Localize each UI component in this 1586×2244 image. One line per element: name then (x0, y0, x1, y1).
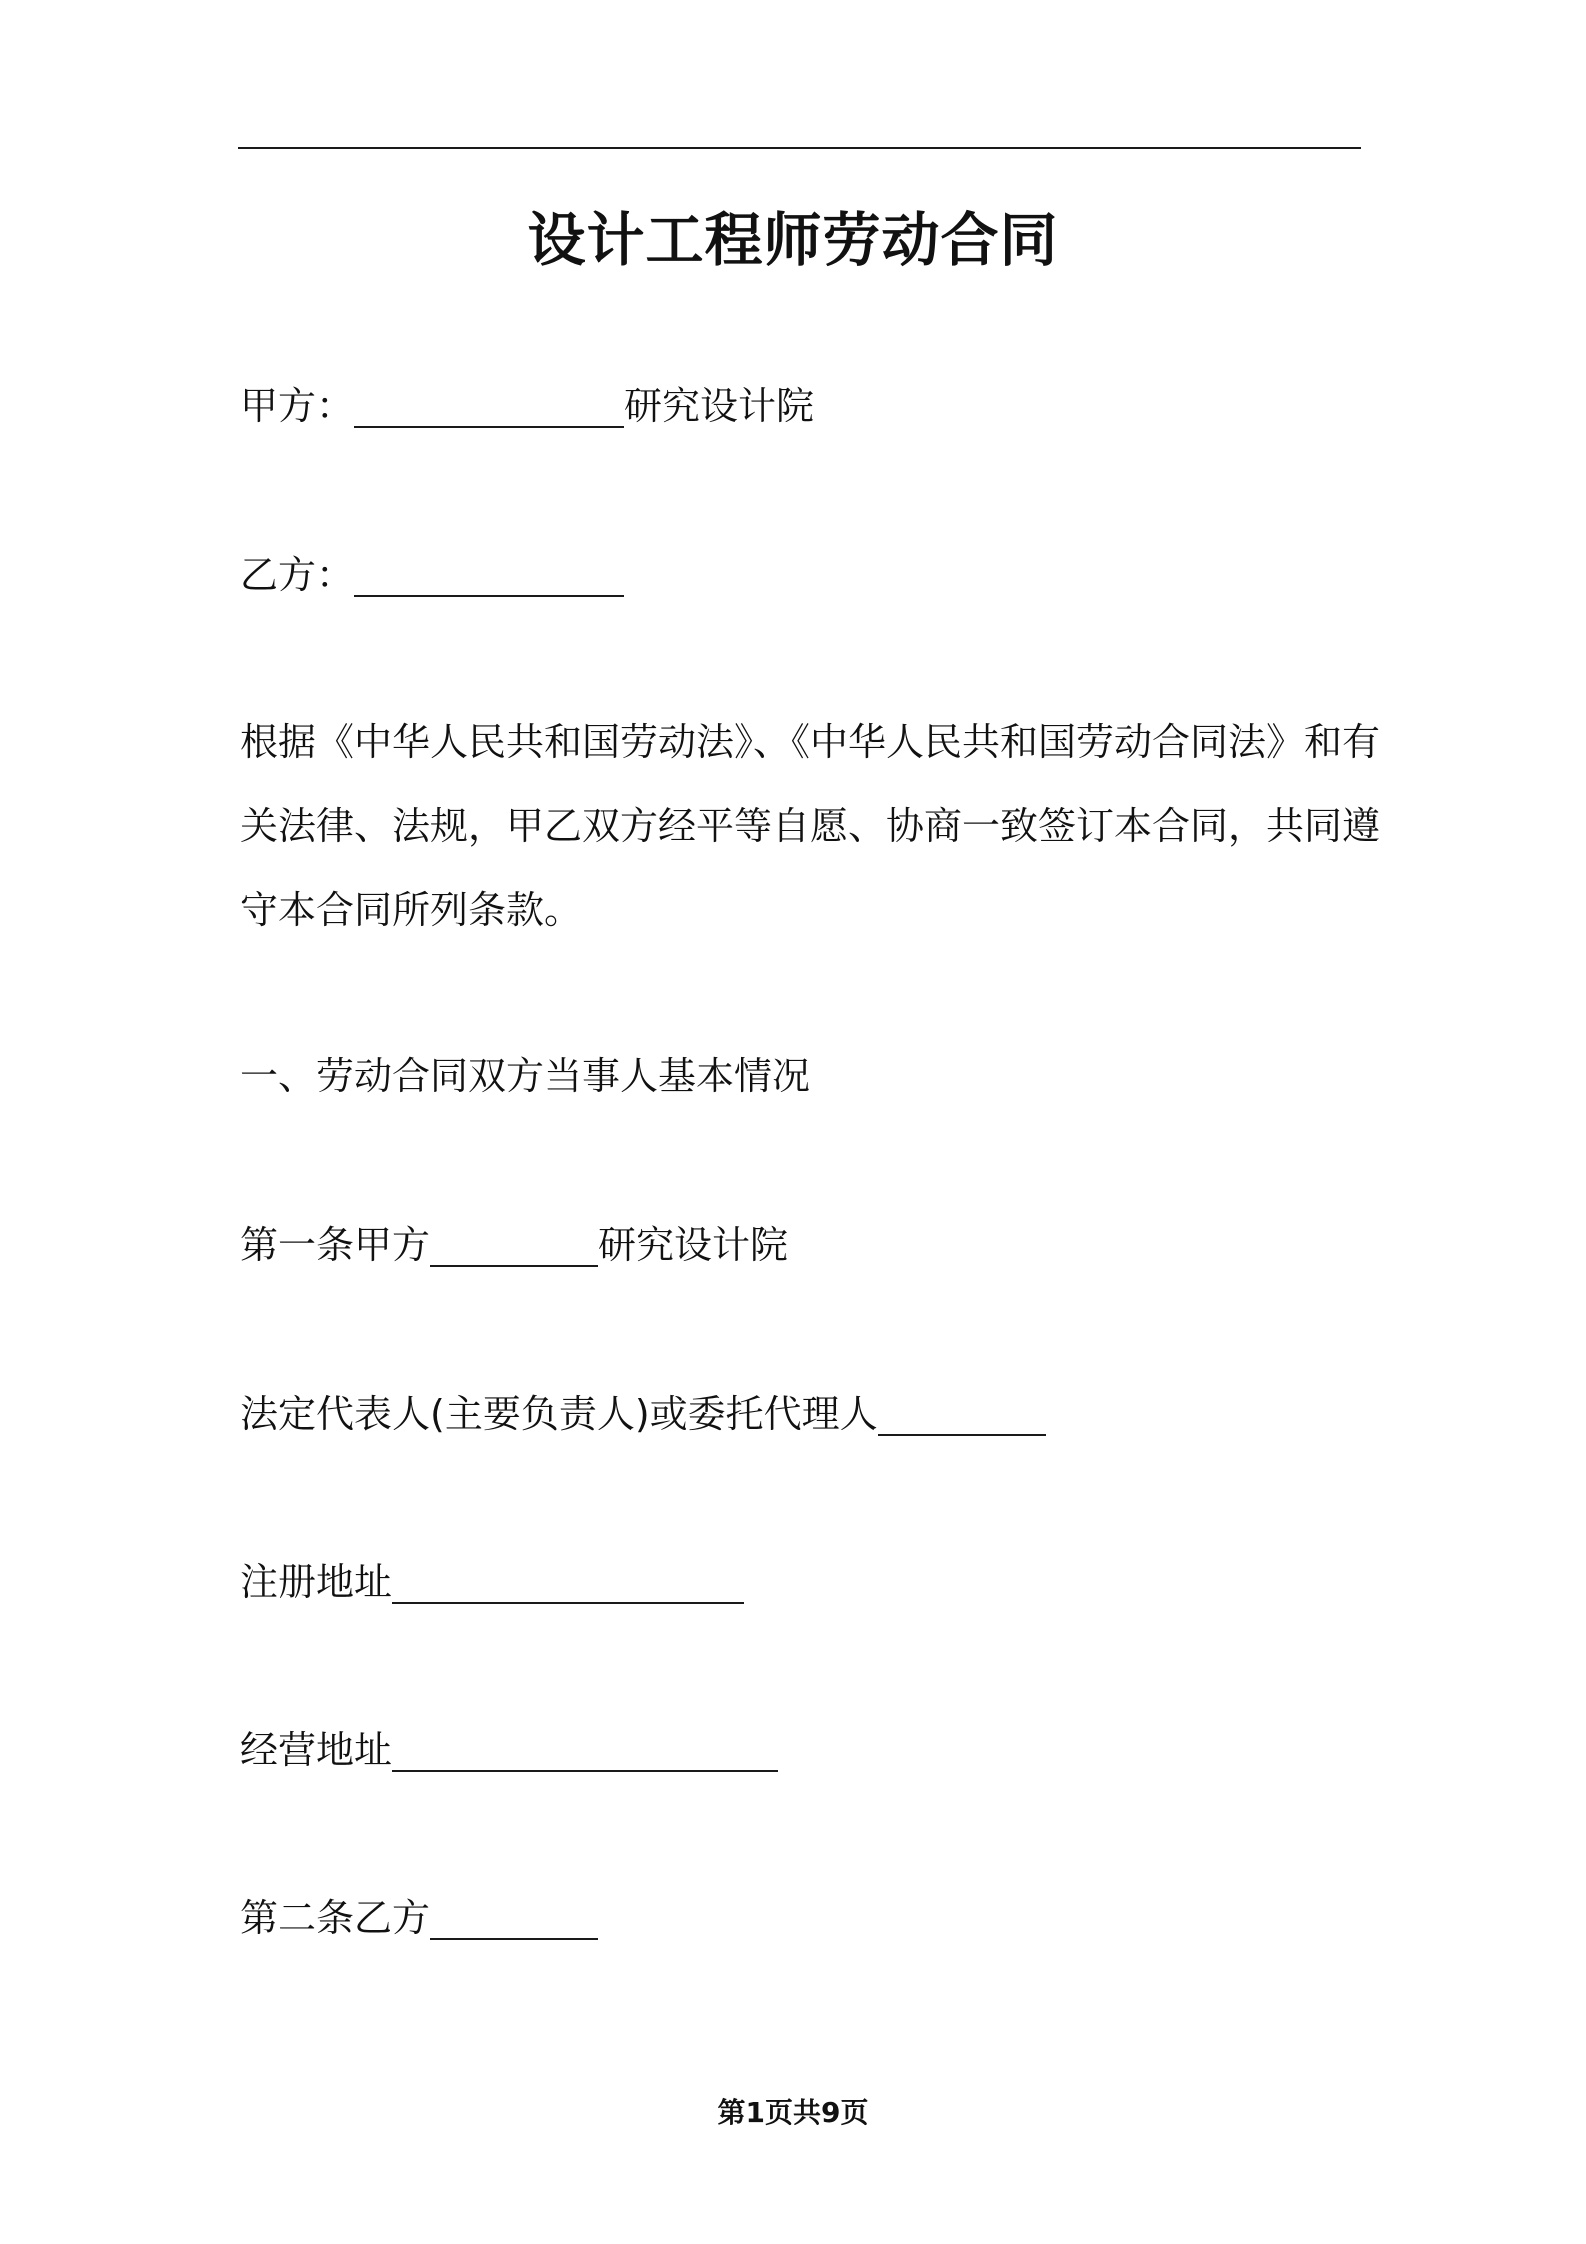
header-rule (238, 147, 1361, 149)
article-1-line (240, 1215, 788, 1275)
party-a-suffix: 研究设计院 (624, 384, 815, 428)
registered-address-line (240, 1552, 744, 1612)
legal-rep-line (240, 1384, 1046, 1444)
party-a-label: 甲方： (240, 384, 355, 428)
party-b-line (240, 545, 624, 605)
business-address-blank (392, 1726, 778, 1772)
article-1-label: 第一条甲方 (240, 1223, 431, 1267)
legal-rep-blank (878, 1390, 1046, 1436)
party-a-line (240, 376, 814, 436)
party-a-blank (354, 382, 624, 428)
article-1-suffix: 研究设计院 (598, 1223, 789, 1267)
preamble-paragraph (240, 700, 1381, 952)
business-address-line (240, 1720, 778, 1780)
legal-rep-label: 法定代表人(主要负责人)或委托代理人 (240, 1392, 878, 1436)
business-address-label: 经营地址 (240, 1728, 393, 1772)
party-b-label: 乙方： (240, 553, 355, 597)
preamble-line-1: 根据《中华人民共和国劳动法》、《中华人民共和国劳动合同法》和有 (240, 720, 1381, 764)
party-b-blank (354, 551, 624, 597)
article-2-blank (430, 1894, 598, 1940)
section-1-heading: 一、劳动合同双方当事人基本情况 (240, 1054, 811, 1098)
article-2-line (240, 1888, 598, 1948)
registered-address-blank (392, 1558, 744, 1604)
registered-address-label: 注册地址 (240, 1560, 393, 1604)
article-2-label: 第二条乙方 (240, 1896, 431, 1940)
document-title: 设计工程师劳动合同 (527, 206, 1059, 274)
preamble-line-3: 守本合同所列条款。 (240, 888, 583, 932)
preamble-line-2: 关法律、法规，甲乙双方经平等自愿、协商一致签订本合同，共同遵 (240, 804, 1381, 848)
page-number-footer: 第1页共9页 (717, 2096, 869, 2129)
article-1-blank (430, 1221, 598, 1267)
